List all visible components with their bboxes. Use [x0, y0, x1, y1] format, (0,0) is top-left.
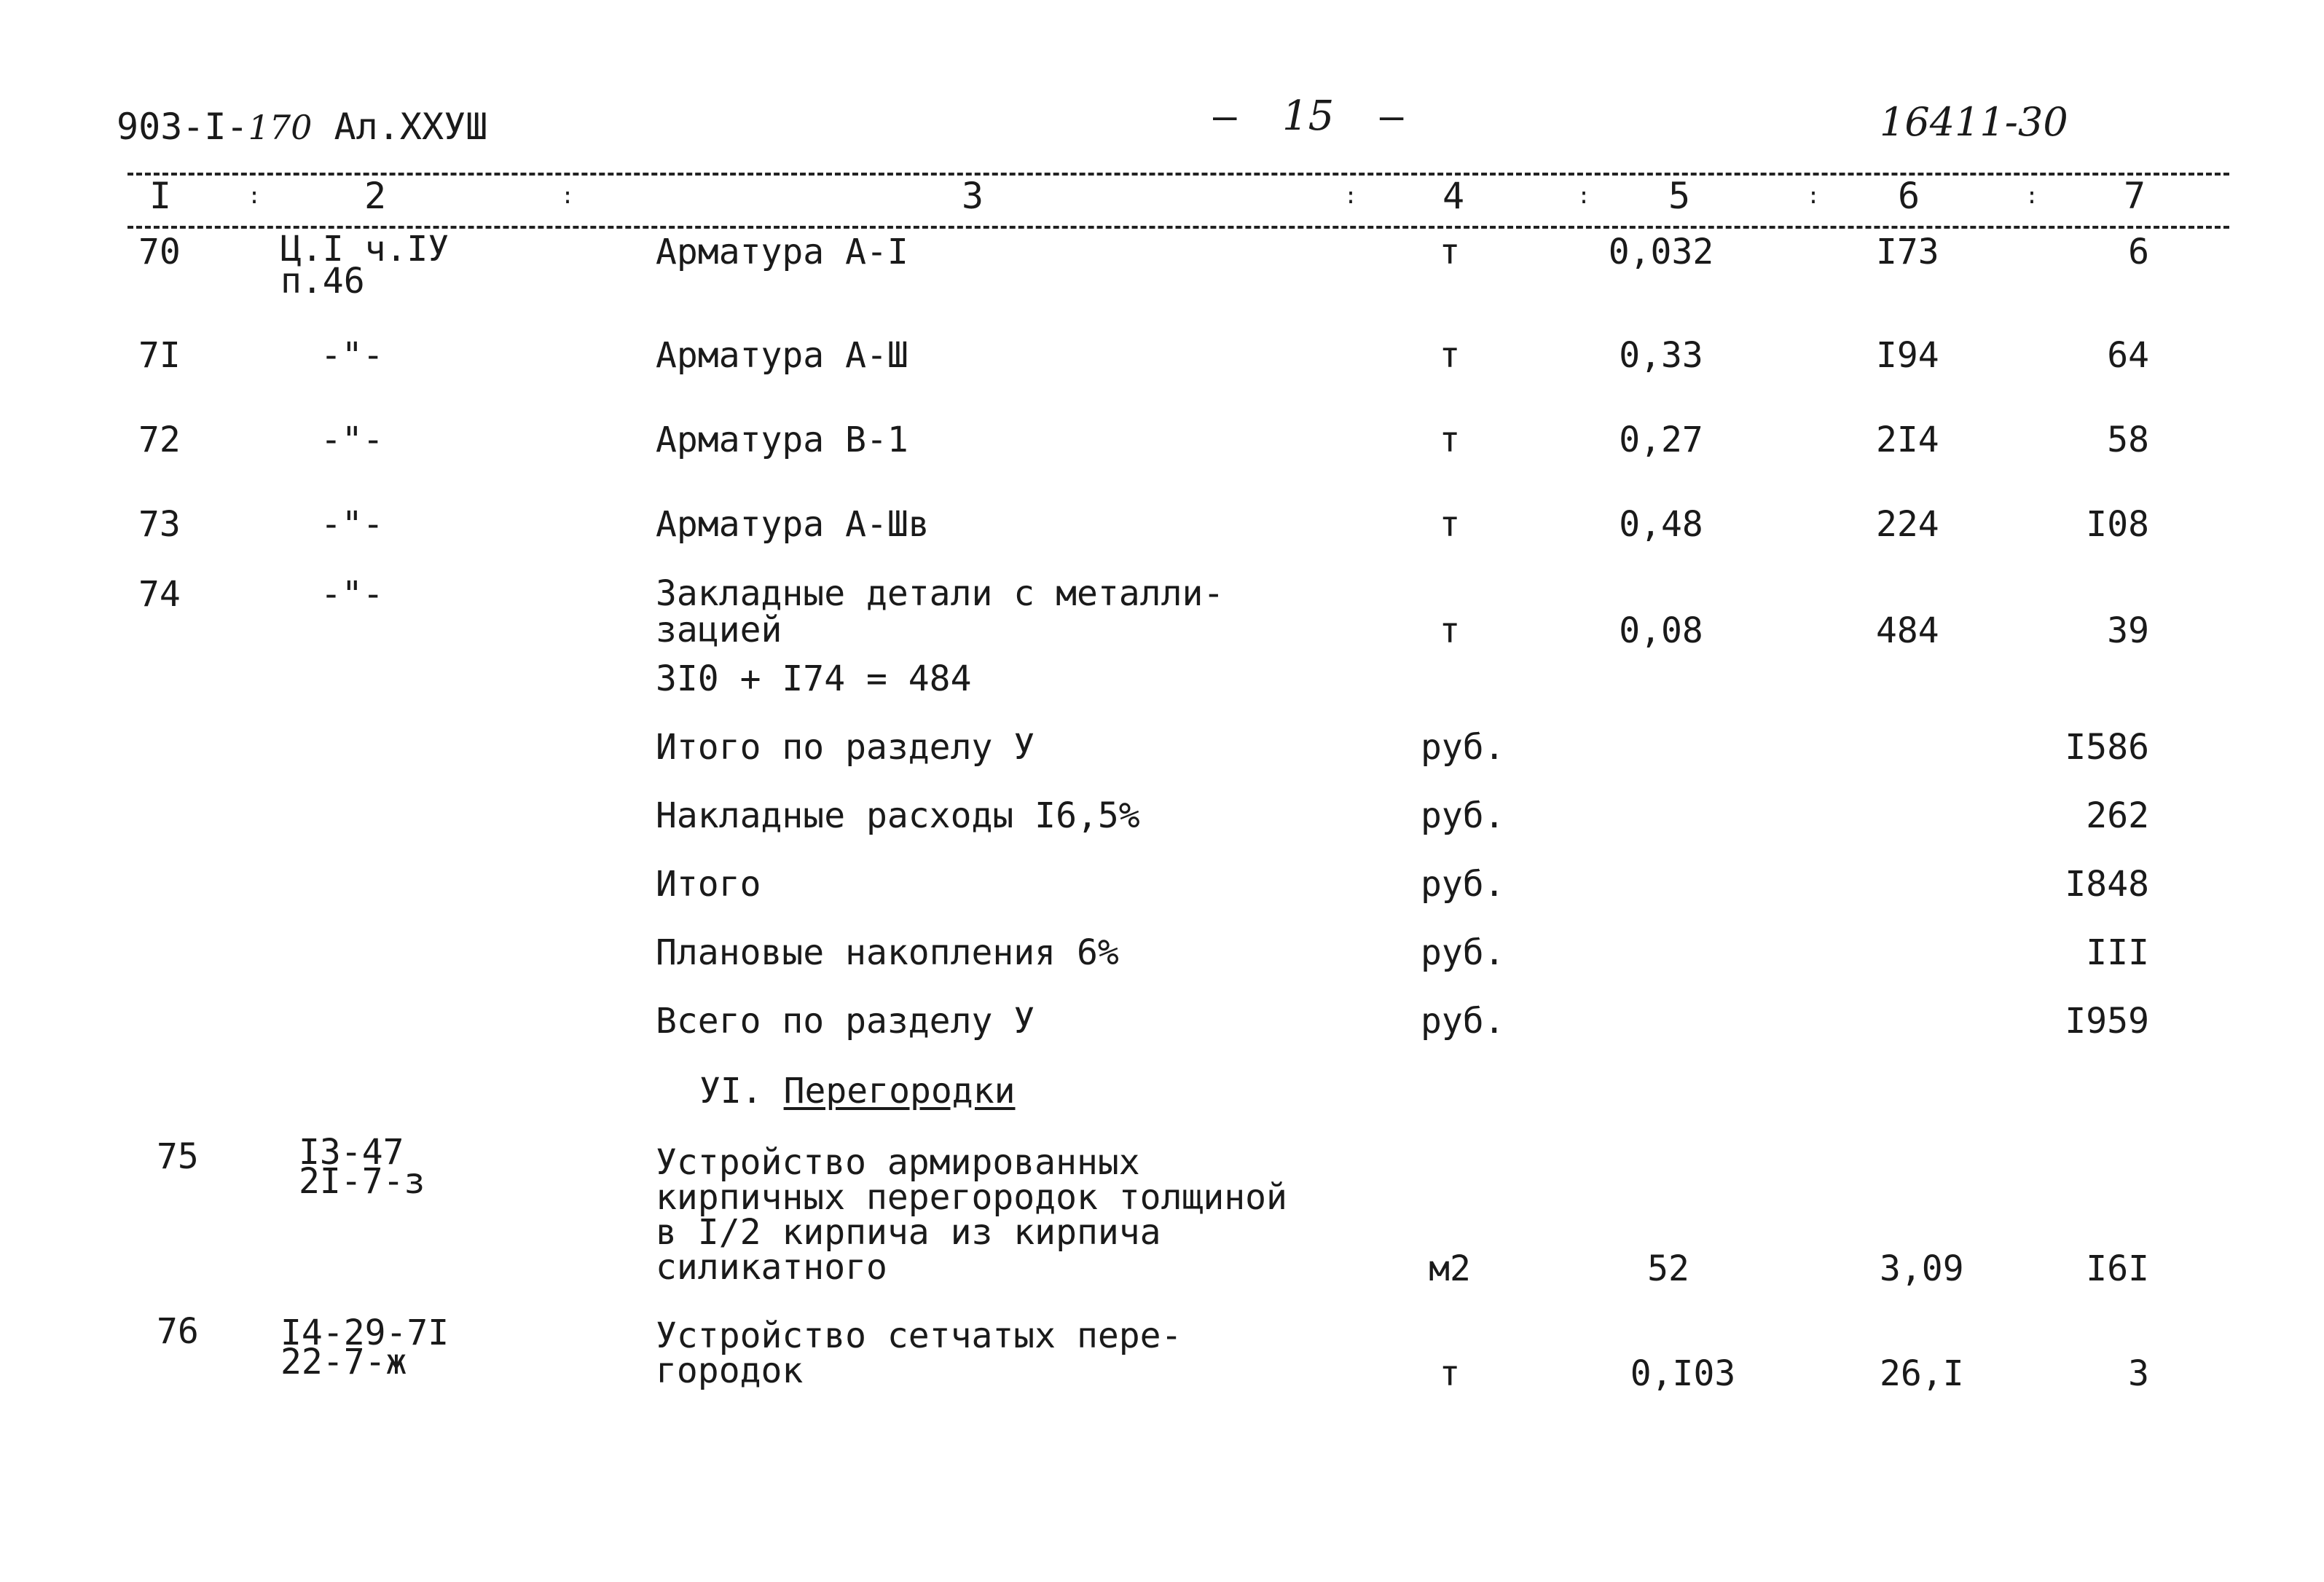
summary-total: I848: [2065, 864, 2149, 905]
row-number: 76: [157, 1311, 199, 1352]
total-cost: I6I: [2086, 1248, 2149, 1289]
summary-unit: руб.: [1421, 932, 1505, 973]
unit-price: 2I4: [1876, 420, 1939, 460]
item-name: Закладные детали с металли- зацией: [656, 573, 1225, 650]
col-number: I: [149, 175, 172, 217]
summary-unit: руб.: [1421, 727, 1505, 768]
price-formula: 3I0 + I74 = 484: [656, 658, 972, 699]
page-dash-left: –: [1213, 93, 1237, 139]
row-number: 74: [138, 574, 181, 615]
unit: м2: [1429, 1248, 1471, 1289]
summary-label: Итого по разделу У: [656, 727, 1035, 768]
unit-price: 3,09: [1880, 1248, 1964, 1289]
summary-unit: руб.: [1421, 795, 1505, 836]
doc-code-printed: 903-I-: [117, 106, 248, 148]
unit: т: [1439, 610, 1461, 651]
summary-label: Итого: [656, 864, 761, 905]
unit-price: 26,I: [1880, 1353, 1964, 1394]
item-name: Арматура А-I: [656, 232, 908, 272]
col-separator: :: [248, 184, 262, 209]
col-number: 4: [1442, 175, 1465, 217]
row-number: 75: [157, 1136, 199, 1177]
quantity: 0,33: [1619, 335, 1703, 376]
col-separator: :: [1807, 184, 1821, 209]
summary-total: I959: [2065, 1001, 2149, 1042]
row-number: 73: [138, 504, 181, 545]
item-name: Арматура А-Ш: [656, 335, 908, 376]
summary-total: III: [2086, 932, 2149, 973]
page-number: [1213, 93, 1404, 140]
album-number: Ал.XXУШ: [334, 106, 488, 148]
column-number-strip: [0, 175, 2324, 223]
document-code: [117, 108, 487, 146]
summary-label: Всего по разделу У: [656, 1001, 1035, 1042]
ditto-mark: -"-: [321, 420, 384, 460]
quantity: 0,032: [1608, 232, 1714, 272]
col-number: 3: [962, 175, 984, 217]
unit-price: 484: [1876, 610, 1939, 651]
item-name: Арматура В-1: [656, 420, 908, 460]
total-cost: I08: [2086, 504, 2149, 545]
item-name: Устройство армированных кирпичных перегородок толщиной в I/2 кирпича из кирпича силикатного: [656, 1142, 1287, 1288]
item-name: Устройство сетчатых пере- городок: [656, 1315, 1182, 1391]
unit: т: [1439, 335, 1461, 376]
total-cost: 58: [2107, 420, 2149, 460]
summary-total: 262: [2086, 795, 2149, 836]
col-number: 5: [1668, 175, 1691, 217]
quantity: 52: [1647, 1248, 1689, 1289]
summary-label: Накладные расходы I6,5%: [656, 795, 1140, 836]
section-number: УI.: [699, 1071, 763, 1111]
unit: т: [1439, 232, 1461, 272]
unit: т: [1439, 420, 1461, 460]
total-cost: 3: [2128, 1353, 2149, 1394]
quantity: 0,48: [1619, 504, 1703, 545]
norm-reference: I3-47 2I-7-з: [299, 1132, 425, 1202]
doc-code-handwritten: 170: [248, 108, 313, 147]
quantity: 0,27: [1619, 420, 1703, 460]
unit-price: I94: [1876, 335, 1939, 376]
page-dash-right: –: [1379, 93, 1404, 139]
col-separator: :: [1577, 184, 1591, 209]
item-name: Арматура А-Шв: [656, 504, 930, 545]
unit-price: I73: [1876, 232, 1939, 272]
col-separator: :: [1344, 184, 1358, 209]
quantity: 0,I03: [1630, 1353, 1736, 1394]
total-cost: 64: [2107, 335, 2149, 376]
ditto-mark: -"-: [321, 574, 384, 615]
section-title: Перегородки: [783, 1071, 1016, 1111]
summary-unit: руб.: [1421, 1001, 1505, 1042]
sheet-reference: 16411-30: [1880, 99, 2068, 145]
col-number: 6: [1898, 175, 1920, 217]
row-number: 70: [138, 232, 181, 272]
section-heading: [699, 1072, 1016, 1110]
quantity: 0,08: [1619, 610, 1703, 651]
ditto-mark: -"-: [321, 335, 384, 376]
col-separator: :: [2025, 184, 2039, 209]
ditto-mark: -"-: [321, 504, 384, 545]
summary-label: Плановые накопления 6%: [656, 932, 1119, 973]
col-number: 7: [2124, 175, 2146, 217]
col-number: 2: [364, 175, 387, 217]
col-separator: :: [561, 184, 575, 209]
summary-unit: руб.: [1421, 864, 1505, 905]
total-cost: 6: [2128, 232, 2149, 272]
summary-total: I586: [2065, 727, 2149, 768]
row-number: 72: [138, 420, 181, 460]
unit-price: 224: [1876, 504, 1939, 545]
norm-reference: I4-29-7I 22-7-ж: [280, 1313, 450, 1382]
norm-reference: Ц.I ч.IУ п.46: [280, 229, 450, 302]
total-cost: 39: [2107, 610, 2149, 651]
row-number: 7I: [138, 335, 181, 376]
unit: т: [1439, 504, 1461, 545]
page-number-value: 15: [1282, 93, 1335, 140]
unit: т: [1439, 1353, 1461, 1394]
